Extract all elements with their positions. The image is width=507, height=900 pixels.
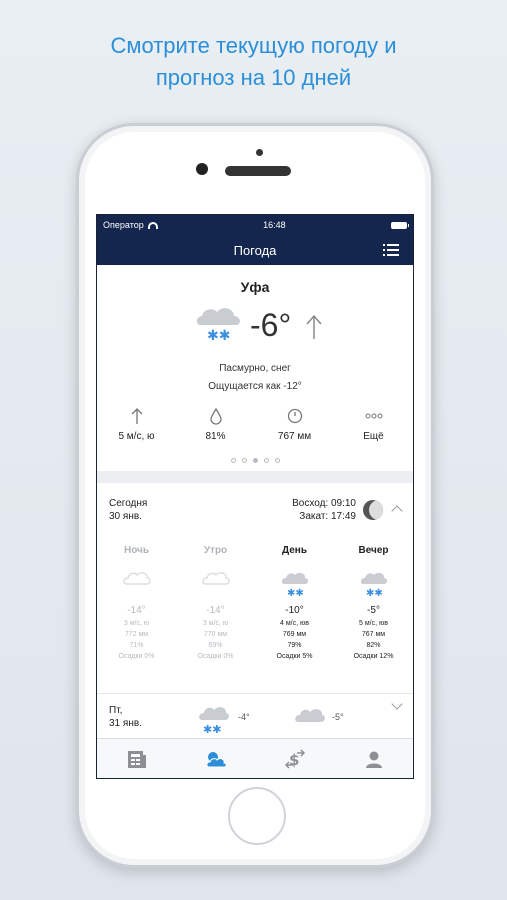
stat-pressure-label: 767 мм — [277, 431, 312, 442]
cloud-snow-icon — [280, 567, 310, 597]
pressure-gauge-icon — [287, 407, 303, 425]
period-pressure: 772 мм — [124, 631, 149, 638]
city-name: Уфа — [240, 279, 270, 295]
period-name: Утро — [203, 545, 228, 556]
svg-text:✱✱: ✱✱ — [365, 588, 383, 597]
tab-bar — [97, 738, 413, 778]
tomorrow-day-label: Пт, — [109, 705, 123, 716]
period-wind: 3 м/с, ю — [123, 620, 150, 627]
home-button[interactable] — [228, 787, 286, 845]
cloud-icon — [201, 567, 231, 597]
sunset-time: 17:49 — [330, 511, 356, 522]
wifi-icon — [148, 222, 158, 229]
period-humidity: 71% — [129, 642, 144, 649]
period-precip: Осадки 0% — [197, 653, 234, 660]
tomorrow-temp-2: -5° — [332, 712, 344, 722]
tomorrow-temp-1: -4° — [238, 712, 250, 722]
section-separator — [97, 471, 413, 483]
stat-humidity — [176, 407, 255, 442]
moon-phase-icon — [363, 500, 383, 520]
sunset-label: Закат: — [299, 511, 329, 522]
page-dot[interactable] — [231, 458, 236, 463]
feels-like-text: Ощущается как -12° — [208, 381, 302, 392]
current-weather — [97, 265, 413, 471]
weather-icon[interactable] — [204, 749, 228, 769]
chevron-up-icon[interactable] — [391, 505, 402, 516]
promo-caption — [0, 30, 507, 94]
tomorrow-date-label: 31 янв. — [109, 718, 142, 729]
tab-profile[interactable] — [334, 739, 413, 778]
today-forecast[interactable] — [97, 483, 413, 693]
tomorrow-date — [109, 704, 142, 730]
period-day — [255, 545, 334, 662]
profile-icon[interactable] — [364, 749, 384, 769]
period-name: Вечер — [358, 545, 389, 556]
cloud-icon — [122, 567, 152, 597]
chevron-down-icon[interactable] — [391, 698, 402, 709]
app-screen — [96, 214, 414, 779]
status-bar — [97, 215, 413, 235]
period-wind: 4 м/с, юв — [280, 620, 309, 627]
carrier-label: Оператор — [103, 220, 144, 230]
period-humidity: 79% — [287, 642, 302, 649]
svg-text:✱✱: ✱✱ — [203, 723, 222, 734]
cloud-icon — [293, 704, 327, 724]
stat-pressure — [255, 407, 334, 442]
stat-wind — [97, 407, 176, 442]
current-temperature: -6° — [250, 307, 292, 343]
page-dot[interactable] — [264, 458, 269, 463]
battery-icon — [391, 222, 407, 229]
nav-bar — [97, 235, 413, 265]
period-evening — [334, 545, 413, 662]
period-precip: Осадки 0% — [118, 653, 155, 660]
earpiece-speaker — [225, 166, 291, 176]
stat-humidity-label: 81% — [205, 431, 226, 442]
period-pressure: 770 мм — [203, 631, 228, 638]
nav-title: Погода — [233, 242, 277, 258]
period-name: Ночь — [123, 545, 150, 556]
period-temp: -14° — [127, 605, 146, 616]
period-humidity: 69% — [208, 642, 223, 649]
cloud-snow-icon — [197, 702, 231, 734]
stat-more-label[interactable]: Ещё — [363, 431, 384, 442]
promo-line-1: Смотрите текущую погоду и — [110, 33, 397, 58]
period-morning — [176, 545, 255, 662]
stat-wind-label: 5 м/с, ю — [118, 431, 155, 442]
period-temp: -5° — [367, 605, 380, 616]
svg-text:$: $ — [288, 750, 299, 769]
tab-weather[interactable] — [176, 739, 255, 778]
phone-frame — [76, 123, 434, 868]
currency-icon[interactable] — [284, 748, 306, 770]
front-camera — [196, 163, 208, 175]
sunrise-time: 09:10 — [330, 498, 356, 509]
news-icon[interactable] — [126, 748, 148, 770]
cloud-snow-icon — [194, 303, 244, 343]
proximity-sensor — [256, 149, 263, 156]
stat-more[interactable] — [334, 407, 413, 442]
wind-direction-icon — [304, 313, 324, 341]
more-dots-icon[interactable] — [364, 407, 384, 425]
period-pressure: 769 мм — [282, 631, 307, 638]
period-temp: -10° — [285, 605, 304, 616]
period-temp: -14° — [206, 605, 225, 616]
wind-arrow-icon — [130, 407, 144, 425]
today-day-label: Сегодня — [109, 498, 148, 509]
weather-stats — [97, 407, 413, 442]
day-periods — [97, 545, 413, 662]
cloud-snow-icon — [359, 567, 389, 597]
period-name: День — [282, 545, 307, 556]
condition-text: Пасмурно, снег — [219, 363, 291, 374]
today-date-label: 30 янв. — [109, 511, 142, 522]
status-time: 16:48 — [263, 220, 286, 230]
page-dot[interactable] — [275, 458, 280, 463]
sun-times — [282, 497, 356, 523]
period-night — [97, 545, 176, 662]
page-indicator[interactable] — [97, 458, 413, 463]
period-wind: 5 м/с, юв — [359, 620, 388, 627]
period-wind: 3 м/с, ю — [202, 620, 229, 627]
tab-currency[interactable] — [255, 739, 334, 778]
svg-text:✱✱: ✱✱ — [207, 328, 231, 343]
period-pressure: 767 мм — [361, 631, 386, 638]
humidity-drop-icon — [209, 407, 223, 425]
period-precip: Осадки 12% — [353, 653, 394, 660]
today-date — [109, 497, 147, 523]
svg-text:✱✱: ✱✱ — [286, 588, 304, 597]
list-menu-icon[interactable] — [383, 244, 399, 256]
page-dot-active[interactable] — [253, 458, 258, 463]
sunrise-label: Восход: — [292, 498, 329, 509]
promo-line-2: прогноз на 10 дней — [155, 65, 352, 90]
period-precip: Осадки 5% — [276, 653, 313, 660]
page-dot[interactable] — [242, 458, 247, 463]
tab-news[interactable] — [97, 739, 176, 778]
period-humidity: 82% — [366, 642, 381, 649]
